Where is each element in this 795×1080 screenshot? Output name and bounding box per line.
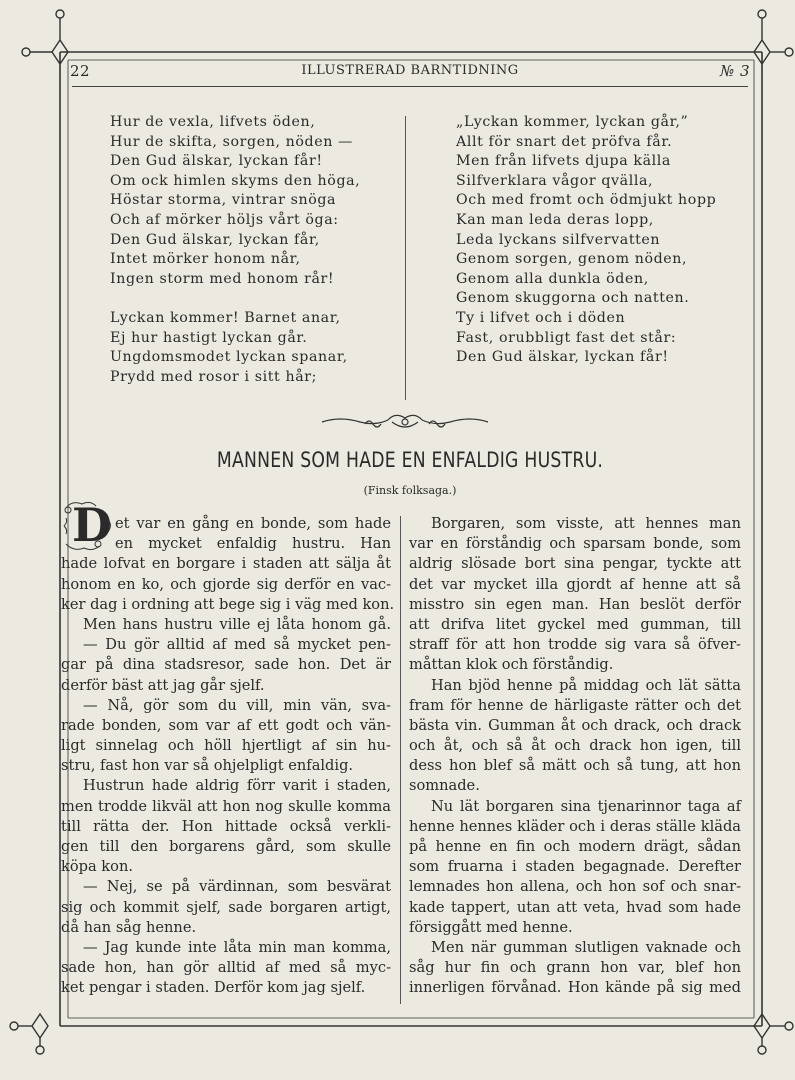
- poem-line: Den Gud älskar, lyckan får,: [110, 231, 320, 248]
- text-line: Borgaren, som visste, att hennes man: [431, 515, 741, 532]
- poem-line: Kan man leda deras lopp,: [456, 211, 654, 228]
- poem-line: Den Gud älskar, lyckan får!: [456, 349, 669, 366]
- text-line: måttan klok och förståndig.: [409, 656, 614, 674]
- text-line: Men hans hustru ville ej låta honom gå.: [83, 615, 391, 633]
- text-line: misstro sin egen man. Han beslöt derför: [409, 595, 741, 613]
- poem-line: Hur de vexla, lifvets öden,: [110, 114, 316, 130]
- poem-line: Ungdomsmodet lyckan spanar,: [110, 349, 348, 366]
- poem-line: Höstar storma, vintrar snöga: [110, 192, 337, 209]
- poem-line: Och af mörker höljs vårt öga:: [110, 211, 339, 228]
- text-line: fram för henne de härligaste rätter och det: [409, 696, 741, 714]
- text-line: men trodde likväl att hon nog skulle komma: [61, 797, 391, 815]
- poem-line: Och med fromt och ödmjukt hopp: [456, 192, 717, 209]
- story-subtitle: (Finsk folksaga.): [363, 484, 457, 497]
- poem-line: Genom sorgen, genom nöden,: [456, 251, 688, 268]
- text-line: att drifva litet gyckel med gumman, till: [409, 615, 741, 633]
- text-line: Men när gumman slutligen vaknade och: [431, 938, 741, 956]
- text-line: gen till den borgarens gård, som skulle: [61, 838, 391, 855]
- text-line: derför bäst att jag går sjelf.: [61, 676, 265, 694]
- text-line: sade hon, han gör alltid af med så myc-: [61, 959, 391, 977]
- poem-left-column: [110, 113, 360, 387]
- poem-line: Ty i lifvet och i döden: [456, 309, 626, 326]
- poem-line: Hur de skifta, sorgen, nöden —: [110, 133, 353, 150]
- poem-line: Om ock himlen skyms den höga,: [110, 172, 361, 189]
- page-number: 22: [70, 62, 91, 80]
- text-line: aldrig slösade bort sina pengar, tyckte att: [409, 555, 741, 573]
- poem-line: Silfverklara vågor qvälla,: [456, 172, 654, 189]
- text-line: somnade.: [409, 777, 480, 795]
- text-line: bästa vin. Gumman åt och drack, och drack: [409, 716, 741, 734]
- text-line: en mycket enfaldig hustru. Han: [115, 535, 391, 553]
- poem-line: Den Gud älskar, lyckan får!: [110, 153, 323, 170]
- poem-line: Genom skuggorna och natten.: [456, 290, 690, 307]
- text-line: — Jag kunde inte låta min man komma,: [83, 938, 391, 956]
- text-line: hade lofvat en borgare i staden att sälja åt: [61, 555, 391, 573]
- text-line: — Nej, se på värdinnan, som besvärat: [83, 878, 391, 896]
- text-line: et var en gång en bonde, som hade: [115, 515, 391, 532]
- text-line: sig och kommit sjelf, sade borgaren artigt,: [61, 898, 391, 916]
- text-line: gar på dina stadsresor, sade hon. Det är: [61, 656, 391, 674]
- text-line: innerligen förvånad. Hon kände på sig med: [409, 979, 741, 997]
- text-line: henne hennes kläder och i deras ställe kläda: [409, 817, 741, 835]
- text-line: stru, fast hon var så ohjelpligt enfaldig.: [61, 757, 354, 775]
- text-line: det var mycket illa gjordt af henne att så: [409, 575, 741, 593]
- text-line: var en förståndig och sparsam bonde, som: [409, 535, 741, 553]
- poem-line: Ej hur hastigt lyckan går.: [110, 329, 308, 346]
- text-line: kade tappert, utan att veta, hvad som hade: [409, 898, 741, 916]
- drop-cap-letter: D: [72, 498, 112, 552]
- stanza-gap: [110, 289, 360, 309]
- text-line: rade bonden, som var af ett godt och vän-: [61, 716, 391, 734]
- poem-right-column: [456, 113, 716, 368]
- issue-number: № 3: [719, 62, 750, 80]
- poem-line: Fast, orubbligt fast det står:: [456, 329, 677, 346]
- header-rule: [72, 86, 748, 87]
- poem-line: Ingen storm med honom rår!: [110, 270, 335, 287]
- poem-line: Men från lifvets djupa källa: [456, 153, 671, 170]
- poem-line: Genom alla dunkla öden,: [456, 270, 649, 287]
- text-line: försiggått med henne.: [409, 918, 573, 936]
- column-divider: [400, 516, 401, 1004]
- text-line: lemnades hon allena, och hon sof och snar-: [409, 878, 741, 896]
- text-line: då han såg henne.: [61, 918, 197, 936]
- poem-line: Intet mörker honom når,: [110, 251, 301, 268]
- poem-line: Leda lyckans silfvervatten: [456, 231, 661, 248]
- poem-line: Prydd med rosor i sitt hår;: [110, 368, 318, 385]
- text-line: och åt, och så åt och drack hon igen, till: [409, 737, 741, 755]
- text-line: som fruarna i staden begagnade. Derefter: [409, 858, 741, 876]
- text-line: ket pengar i staden. Derför kom jag sjelf.: [61, 979, 366, 997]
- text-line: straff för att hon trodde sig vara så öfver-: [409, 636, 741, 654]
- poem-divider: [405, 116, 406, 400]
- text-line: — Du gör alltid af med så mycket pen-: [83, 636, 391, 654]
- story-title: MANNEN SOM HADE EN ENFALDIG HUSTRU.: [216, 448, 604, 472]
- text-line: Han bjöd henne på middag och lät sätta: [431, 676, 741, 694]
- text-line: ligt sinnelag och höll hjertligt af sin hu-: [61, 737, 391, 755]
- story-left-column: [61, 514, 395, 999]
- poem-line: Allt för snart det pröfva får.: [456, 133, 673, 150]
- poem-line: „Lyckan kommer, lyckan går,”: [456, 114, 689, 130]
- text-line: Hustrun hade aldrig förr varit i staden,: [83, 777, 391, 795]
- text-line: honom en ko, och gjorde sig derför en vac-: [61, 575, 391, 593]
- text-line: köpa kon.: [61, 858, 133, 876]
- ornament-divider-icon: [320, 410, 490, 432]
- text-line: Nu lät borgaren sina tjenarinnor taga af: [431, 797, 741, 815]
- text-line: dess hon blef så mätt och så tung, att hon: [409, 757, 741, 775]
- story-right-column: [409, 514, 741, 999]
- poem-line: Lyckan kommer! Barnet anar,: [110, 309, 341, 326]
- text-line: till rätta der. Hon hittade också verkli-: [61, 817, 391, 835]
- text-line: ker dag i ordning att bege sig i väg med kon.: [61, 595, 395, 613]
- text-line: — Nå, gör som du vill, min vän, sva-: [83, 696, 391, 714]
- publication-title: ILLUSTRERAD BARNTIDNING: [301, 63, 519, 78]
- text-line: såg hur fin och grann hon var, blef hon: [409, 959, 741, 977]
- text-line: på henne en fin och modern drägt, sådan: [409, 838, 741, 855]
- running-header: [70, 62, 750, 82]
